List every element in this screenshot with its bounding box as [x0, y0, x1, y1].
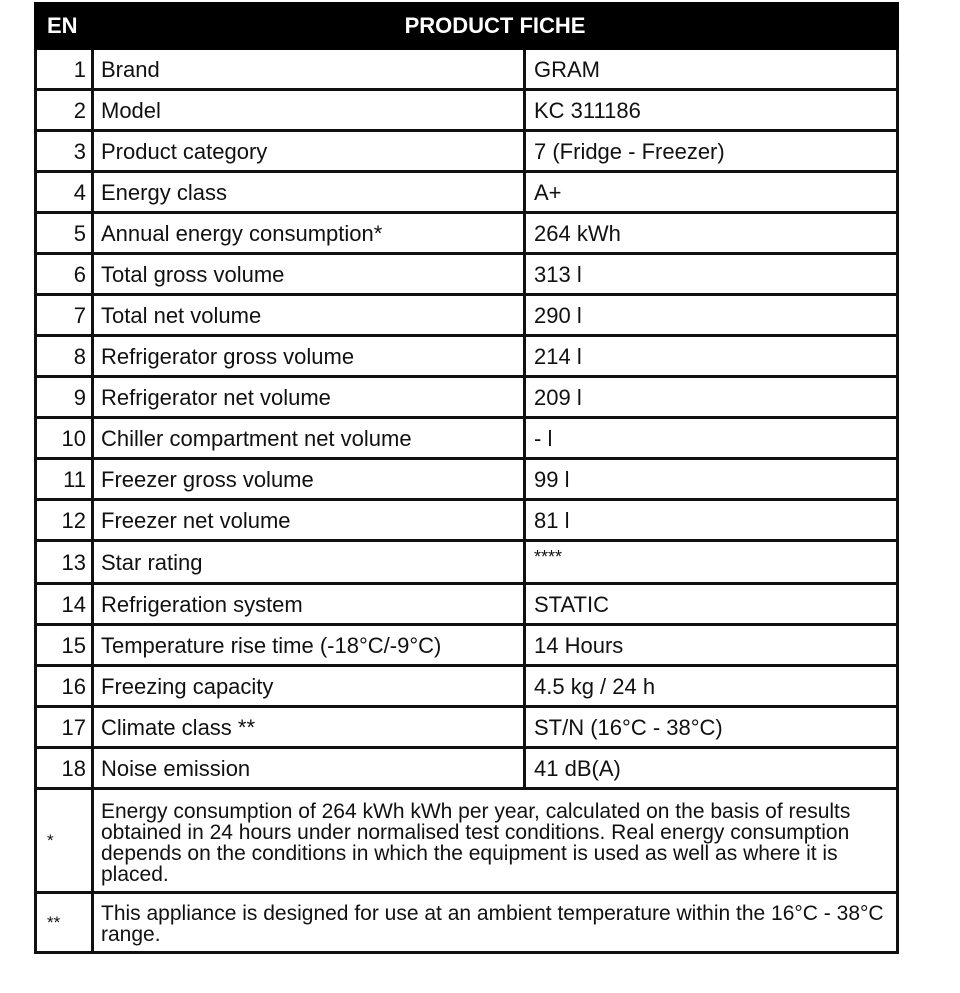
row-label: Refrigerator gross volume — [93, 336, 525, 377]
row-label: Climate class ** — [93, 707, 525, 748]
row-number: 5 — [36, 213, 93, 254]
table-row — [36, 377, 898, 418]
product-fiche-table — [34, 2, 899, 954]
row-label: Freezer gross volume — [93, 459, 525, 500]
row-number: 8 — [36, 336, 93, 377]
fiche-title: PRODUCT FICHE — [93, 4, 898, 49]
row-value: 41 dB(A) — [525, 748, 898, 789]
row-label: Annual energy consumption* — [93, 213, 525, 254]
row-label: Chiller compartment net volume — [93, 418, 525, 459]
row-number: 17 — [36, 707, 93, 748]
footnote-row-energy — [36, 789, 898, 893]
row-number: 18 — [36, 748, 93, 789]
row-value: 99 l — [525, 459, 898, 500]
table-row — [36, 90, 898, 131]
table-row — [36, 625, 898, 666]
table-header-row — [36, 4, 898, 49]
row-label: Freezing capacity — [93, 666, 525, 707]
table-row — [36, 213, 898, 254]
row-label: Freezer net volume — [93, 500, 525, 541]
row-number: 14 — [36, 584, 93, 625]
row-label: Energy class — [93, 172, 525, 213]
table-row — [36, 418, 898, 459]
row-value: 264 kWh — [525, 213, 898, 254]
row-value: - l — [525, 418, 898, 459]
row-value: GRAM — [525, 49, 898, 90]
row-number: 9 — [36, 377, 93, 418]
table-row — [36, 584, 898, 625]
row-value: 14 Hours — [525, 625, 898, 666]
footnote-text: Energy consumption of 264 kWh kWh per year, calculated on the basis of results obtained in 24 hours under normalised test conditions. Real energy consumption depends on the conditions in which the equipment is used as well as where it is placed. — [93, 789, 898, 893]
table-row — [36, 541, 898, 584]
row-label: Refrigerator net volume — [93, 377, 525, 418]
star-rating-value: **** — [525, 541, 898, 584]
row-label: Model — [93, 90, 525, 131]
footnote-mark: * — [36, 789, 93, 893]
table-row — [36, 336, 898, 377]
row-number: 13 — [36, 541, 93, 584]
row-value: 313 l — [525, 254, 898, 295]
table-row — [36, 748, 898, 789]
row-value: STATIC — [525, 584, 898, 625]
table-row — [36, 49, 898, 90]
row-number: 4 — [36, 172, 93, 213]
row-number: 3 — [36, 131, 93, 172]
table-row — [36, 666, 898, 707]
row-number: 1 — [36, 49, 93, 90]
row-label: Total gross volume — [93, 254, 525, 295]
row-label: Brand — [93, 49, 525, 90]
row-label: Star rating — [93, 541, 525, 584]
language-code: EN — [36, 4, 93, 49]
table-row — [36, 131, 898, 172]
row-label: Temperature rise time (-18°C/-9°C) — [93, 625, 525, 666]
table-row — [36, 172, 898, 213]
footnote-row-climate — [36, 893, 898, 953]
row-number: 11 — [36, 459, 93, 500]
row-label: Noise emission — [93, 748, 525, 789]
footnote-mark: ** — [36, 893, 93, 953]
row-number: 6 — [36, 254, 93, 295]
table-row — [36, 459, 898, 500]
row-number: 7 — [36, 295, 93, 336]
footnote-text: This appliance is designed for use at an ambient temperature within the 16°C - 38°C range. — [93, 893, 898, 953]
row-number: 12 — [36, 500, 93, 541]
row-label: Product category — [93, 131, 525, 172]
row-value: 214 l — [525, 336, 898, 377]
row-number: 2 — [36, 90, 93, 131]
table-row — [36, 500, 898, 541]
row-label: Refrigeration system — [93, 584, 525, 625]
row-value: 7 (Fridge - Freezer) — [525, 131, 898, 172]
row-value: 4.5 kg / 24 h — [525, 666, 898, 707]
row-value: KC 311186 — [525, 90, 898, 131]
row-value: 209 l — [525, 377, 898, 418]
table-row — [36, 707, 898, 748]
row-value: 81 l — [525, 500, 898, 541]
table-row — [36, 254, 898, 295]
row-number: 15 — [36, 625, 93, 666]
row-value: A+ — [525, 172, 898, 213]
row-value: ST/N (16°C - 38°C) — [525, 707, 898, 748]
row-number: 16 — [36, 666, 93, 707]
row-number: 10 — [36, 418, 93, 459]
row-value: 290 l — [525, 295, 898, 336]
table-row — [36, 295, 898, 336]
row-label: Total net volume — [93, 295, 525, 336]
